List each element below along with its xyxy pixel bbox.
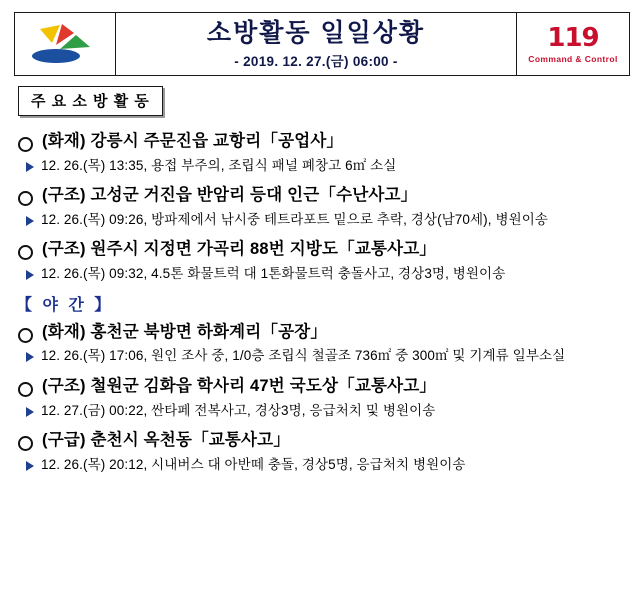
brand-caption: Command & Control bbox=[528, 53, 618, 64]
list-item bbox=[12, 371, 632, 423]
brand-119-logo bbox=[516, 13, 629, 75]
report-datetime: - 2019. 12. 27.(금) 06:00 - bbox=[234, 54, 398, 70]
incident-detail-row bbox=[12, 209, 632, 232]
incident-title-row bbox=[12, 425, 632, 454]
ring-bullet-icon bbox=[18, 245, 33, 260]
triangle-bullet-icon bbox=[26, 352, 34, 362]
incident-title-row bbox=[12, 126, 632, 155]
incident-title: (구조) 고성군 거진읍 반암리 등대 인근「수난사고」 bbox=[42, 186, 418, 205]
ring-bullet-icon bbox=[18, 328, 33, 343]
ring-bullet-icon bbox=[18, 137, 33, 152]
incident-detail-row bbox=[12, 454, 632, 477]
triangle-bullet-icon bbox=[26, 162, 34, 172]
incident-detail-row bbox=[12, 263, 632, 286]
incident-title: (구급) 춘천시 옥천동「교통사고」 bbox=[42, 430, 291, 449]
triangle-bullet-icon bbox=[26, 270, 34, 280]
fire-agency-emblem-icon bbox=[15, 13, 116, 75]
list-item bbox=[12, 180, 632, 232]
incident-title-row bbox=[12, 317, 632, 346]
incident-detail: 12. 27.(금) 00:22, 싼타페 전복사고, 경상3명, 응급처치 및 병원이송 bbox=[41, 402, 436, 418]
incident-detail: 12. 26.(목) 13:35, 용접 부주의, 조립식 패널 폐창고 6㎡ 소실 bbox=[41, 157, 397, 173]
night-section-heading: 【 야 간 】 bbox=[16, 296, 114, 314]
page-title: 소방활동 일일상황 bbox=[206, 18, 426, 47]
header-title-block bbox=[116, 13, 516, 75]
incident-detail-row bbox=[12, 155, 632, 178]
section-heading: 주 요 소 방 활 동 bbox=[18, 86, 163, 116]
incident-detail: 12. 26.(목) 20:12, 시내버스 대 아반떼 충돌, 경상5명, 응급처치 병원이송 bbox=[41, 456, 466, 472]
ring-bullet-icon bbox=[18, 382, 33, 397]
incident-detail: 12. 26.(목) 17:06, 원인 조사 중, 1/0층 조립식 철골조 736㎡ 중 300㎡ 및 기계류 일부소실 bbox=[41, 348, 566, 364]
ring-bullet-icon bbox=[18, 191, 33, 206]
ring-bullet-icon bbox=[18, 436, 33, 451]
incident-title-row bbox=[12, 234, 632, 263]
brand-number: 119 bbox=[547, 22, 599, 53]
incident-detail-row bbox=[12, 400, 632, 423]
incident-title: (화재) 강릉시 주문진읍 교항리「공업사」 bbox=[42, 132, 344, 150]
incident-detail: 12. 26.(목) 09:26, 방파제에서 낚시중 테트라포트 밑으로 추락, 경상(남70세), 병원이송 bbox=[41, 212, 549, 228]
triangle-bullet-icon bbox=[26, 407, 34, 417]
incident-detail-row bbox=[12, 345, 632, 368]
incident-title-row bbox=[12, 371, 632, 400]
list-item bbox=[12, 317, 632, 369]
list-item bbox=[12, 425, 632, 477]
triangle-bullet-icon bbox=[26, 461, 34, 471]
incident-title: (구조) 철원군 김화읍 학사리 47번 국도상「교통사고」 bbox=[42, 376, 437, 395]
incident-title-row bbox=[12, 180, 632, 209]
list-item bbox=[12, 234, 632, 286]
incident-list bbox=[12, 126, 632, 477]
incident-title: (화재) 홍천군 북방면 하화계리「공장」 bbox=[42, 322, 328, 341]
list-item bbox=[12, 126, 632, 178]
incident-title: (구조) 원주시 지정면 가곡리 88번 지방도「교통사고」 bbox=[42, 240, 437, 259]
document-header bbox=[14, 12, 630, 76]
incident-detail: 12. 26.(목) 09:32, 4.5톤 화물트럭 대 1톤화물트럭 충돌사고, 경상3명, 병원이송 bbox=[41, 266, 506, 282]
triangle-bullet-icon bbox=[26, 216, 34, 226]
document-page bbox=[0, 12, 644, 590]
